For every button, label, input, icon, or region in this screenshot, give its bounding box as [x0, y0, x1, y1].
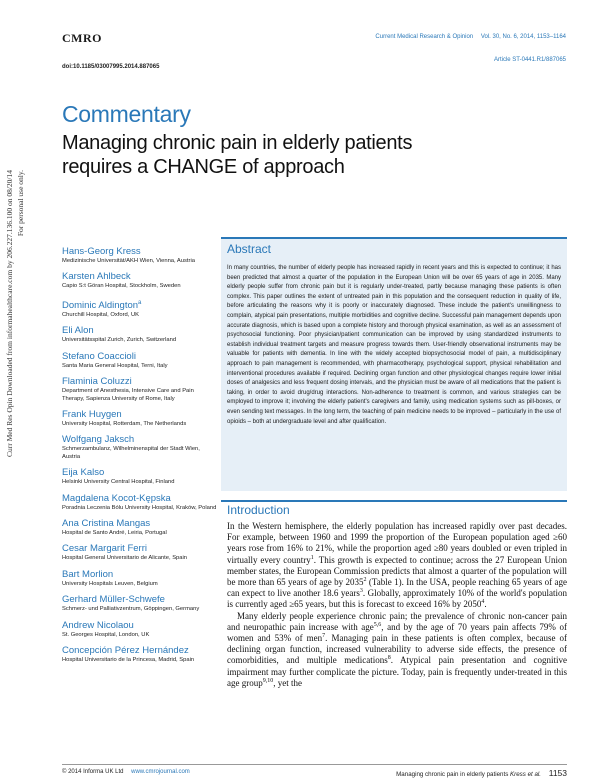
watermark-line-1: Curr Med Res Opin Downloaded from informahealthcare.com by 206.227.136.100 on 08/20/14 [5, 170, 14, 458]
author-affiliation: St. Georges Hospital, London, UK [62, 631, 150, 638]
citation-marker[interactable]: 1 [310, 554, 314, 561]
author-name[interactable]: Gerhard Müller-Schwefe [62, 594, 165, 606]
author-affiliation: Universitätsspital Zurich, Zurich, Switzerland [62, 337, 177, 344]
author-name[interactable]: Wolfgang Jaksch [62, 434, 135, 446]
author-entry [62, 297, 217, 320]
author-entry [62, 620, 217, 639]
author-name[interactable]: Karsten Ahlbeck [62, 271, 131, 283]
author-affiliation: Department of Anesthesia, Intensive Care and Pain Therapy, Sapienza University of Rome, Italy [62, 388, 194, 402]
intro-p2-text-c: . Managing pain in these patients is often complex, because of declining organ function, increased vulnerability to adverse side effects, the presence of comorbidities, and multiple medications [227, 633, 568, 666]
journal-url-link[interactable]: www.cmrojournal.com [131, 769, 190, 775]
author-name[interactable]: Eli Alon [62, 325, 94, 337]
author-affiliation: Helsinki University Central Hospital, Finland [62, 479, 175, 486]
author-affiliation: Churchill Hospital, Oxford, UK [62, 311, 139, 318]
intro-p1-text-a: In the Western hemisphere, the elderly population has increased rapidly over past decades. For example, between 1960 and 1999 the proportion of the European population aged ≥60 years rose from 16% to 21%, while the proportion aged ≥80 years doubled or even tripled in virtually every country [227, 521, 567, 565]
journal-name[interactable]: Current Medical Research & Opinion [375, 34, 474, 40]
intro-paragraph-1 [227, 521, 567, 611]
running-title: Managing chronic pain in elderly patients [396, 771, 509, 778]
article-title [62, 131, 542, 179]
intro-p2-text-a: Many elderly people experience chronic pain; the prevalence of chronic non-cancer pain and neuropathic pain increase with age [227, 610, 567, 632]
author-entry [62, 518, 217, 537]
page-number: 1153 [548, 768, 567, 778]
author-footnote-marker: a [138, 299, 142, 306]
author-affiliation: Capio S:t Göran Hospital, Stockholm, Sweden [62, 283, 181, 290]
author-name[interactable]: Dominic Aldington [62, 299, 139, 311]
author-name[interactable]: Eija Kalso [62, 467, 105, 479]
author-affiliation: Medizinische Universität/AKH Wien, Vienna, Austria [62, 258, 195, 264]
doi-link[interactable]: doi:10.1185/03007995.2014.887065 [62, 64, 160, 70]
footer-running-head [330, 768, 567, 778]
author-entry [62, 467, 217, 486]
author-entry [62, 493, 217, 512]
author-affiliation: Santa Maria General Hospital, Terni, Italy [62, 362, 168, 369]
footer-copyright: © 2014 Informa UK Ltd [62, 769, 124, 775]
author-name[interactable]: Hans-Georg Kress [62, 246, 141, 257]
footer-rule [62, 764, 567, 765]
author-affiliation: Poradnia Leczenia Bólu University Hospital, Kraków, Poland [62, 504, 217, 511]
abstract-heading: Abstract [227, 242, 272, 256]
citation-marker[interactable]: 7 [322, 633, 326, 640]
intro-p2-text-e: , yet the [273, 677, 302, 688]
citation-marker[interactable]: 2 [363, 577, 367, 584]
author-affiliation: Hospital Universitario de la Princesa, Madrid, Spain [62, 657, 195, 664]
citation-marker[interactable]: 9,10 [262, 677, 274, 684]
introduction-rule [221, 500, 567, 502]
author-entry [62, 246, 217, 265]
footer-copyright-line [62, 769, 190, 775]
watermark-line-2: For personal use only. [16, 170, 25, 237]
author-entry [62, 434, 217, 461]
intro-p1-text-e: . [484, 599, 487, 610]
author-affiliation: Schmerz- und Palliativzentrum, Göppingen, Germany [62, 606, 200, 613]
author-name[interactable]: Magdalena Kocot-Kępska [62, 492, 171, 504]
intro-p2-text-b: , and by the age of 70 years pain affects 79% of women and 53% of men [227, 621, 567, 644]
title-line-2: requires a CHANGE of approach [62, 156, 345, 178]
running-authors: Kress et al. [510, 771, 541, 778]
author-name[interactable]: Stefano Coaccioli [62, 350, 136, 362]
author-entry [62, 351, 217, 370]
article-id: Article ST-0441.R1/887065 [493, 57, 566, 63]
author-name[interactable]: Bart Morlion [62, 568, 114, 580]
author-name[interactable]: Ana Cristina Mangas [62, 518, 151, 530]
author-entry [62, 271, 217, 290]
intro-paragraph-2 [227, 611, 567, 689]
author-entry [62, 645, 217, 664]
introduction-heading: Introduction [227, 503, 290, 517]
abstract-panel [221, 237, 567, 491]
intro-p2-text-d: . Atypical pain presentation and cognitive impairment may further complicate the picture. Today, pain is frequently under-treated in this age group [227, 655, 567, 688]
author-name[interactable]: Andrew Nicolaou [62, 619, 134, 631]
author-entry [62, 409, 217, 428]
author-name[interactable]: Frank Huygen [62, 409, 122, 420]
author-name[interactable]: Concepción Pérez Hernández [62, 645, 189, 657]
author-entry [62, 569, 217, 588]
author-affiliation: Hospital General Universitario de Alicante, Spain [62, 555, 188, 562]
author-entry [62, 325, 217, 344]
abstract-top-rule [221, 237, 567, 239]
intro-p1-text-d: . Globally, approximately 10% of the world's population is currently aged ≥65 years, but this is forecast to exceed 16% by 2050 [227, 588, 567, 610]
author-entry [62, 543, 217, 562]
author-affiliation: University Hospitals Leuven, Belgium [62, 580, 158, 587]
introduction-body [227, 521, 567, 689]
journal-citation [300, 34, 566, 40]
author-entry [62, 594, 217, 613]
download-watermark [2, 170, 32, 630]
section-label: Commentary [62, 101, 191, 127]
author-name[interactable]: Flaminia Coluzzi [62, 376, 132, 388]
author-name-group[interactable] [62, 297, 217, 312]
journal-volume: Vol. 30, No. 6, 2014, 1153–1164 [480, 34, 566, 40]
author-affiliation: Schmerzambulanz, Wilhelminenspital der Stadt Wien, Austria [62, 446, 200, 460]
citation-marker[interactable]: 3 [359, 588, 363, 595]
author-list [62, 246, 217, 670]
intro-p1-text-c: (Table 1). In the USA, people reaching 65 years of age can expect to live another 18.6 years [227, 577, 567, 599]
author-name[interactable]: Cesar Margarit Ferri [62, 543, 147, 555]
citation-marker[interactable]: 5,6 [373, 621, 382, 628]
citation-marker[interactable]: 4 [481, 599, 485, 606]
intro-p1-text-b: . This growth is expected to continue; across the 27 European Union member states, the European Commission predicts that almost a quarter of the population will be more than 65 years of age by 2035 [227, 554, 567, 588]
author-affiliation: Hospital de Santo André, Leiria, Portugal [62, 530, 167, 537]
citation-marker[interactable]: 8 [387, 655, 391, 662]
title-line-1: Managing chronic pain in elderly patients [62, 132, 413, 154]
author-affiliation: University Hospital, Rotterdam, The Netherlands [62, 421, 187, 427]
author-entry [62, 376, 217, 403]
abstract-body: In many countries, the number of elderly people has increased rapidly in recent years and this is expected to continue; it has been predicted that almost a quarter of the population in the European Union will be over 65 years of age in 2035. Many elderly people suffer from chronic pain but it is regularly under-treated, partly because managing these patients is often complex. This paper outlines the extent of untreated pain in this population and the consequent reduction in quality of life, before articulating the reasons why it is poorly or inaccurately diagnosed. These include the patient's unwillingness to complain, atypical pain presentations, multiple morbidities and cognitive decline. Successful pain management depends upon accurate diagnosis, which is based upon a complete history and thorough physical examination, as well as an assessment of psychosocial functioning. Poor physician/patient communication can be improved by using standardized instruments to establish individual treatment targets and measure progress towards them. User-friendly observational instruments may be valuable for patients with dementia. In line with the widely accepted biopsychosocial model of pain, a multidisciplinary approach to pain management is recommended, with pharmacotherapy, psychological support, physical rehabilitation and interventional procedures available if required. Declining organ function and other physiological changes require lower initial doses of analgesics and less frequent dosing intervals, and the physician must be aware of all medications that the patient is taking, in order to avoid drug/drug interactions. Non-adherence to treatment is common, and various strategies can be employed to improve it; involving the elderly patient's caregivers and family, using medication systems such as pill-boxes, or even sending text messages. In the long term, the teaching of pain medicine needs to be improved – particularly in the use of opioids – both at undergraduate level and after qualification. [227, 265, 561, 425]
journal-brand: CMRO [62, 31, 102, 45]
